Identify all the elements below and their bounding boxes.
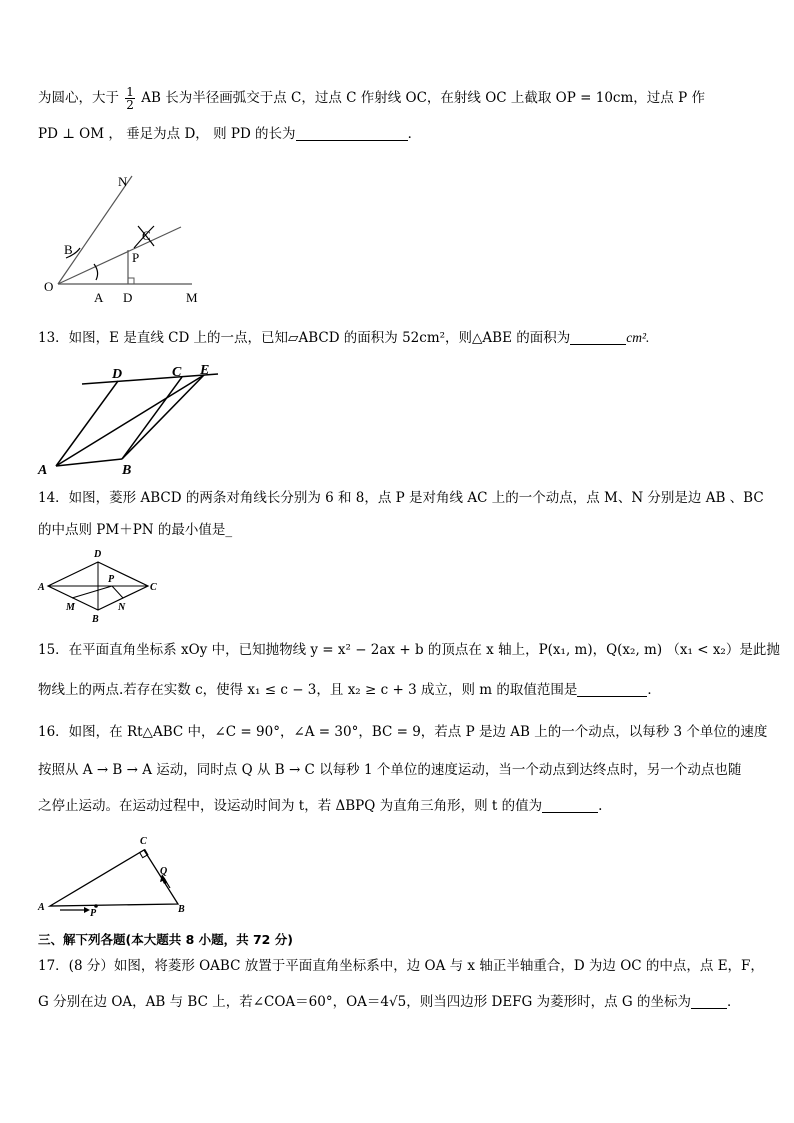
- label-A: A: [94, 290, 104, 305]
- q16-end: .: [598, 798, 603, 814]
- fraction-numerator: 1: [126, 85, 134, 99]
- q16-line2: 按照从 A → B → A 运动，同时点 Q 从 B → C 以每秒 1 个单位的速度运动，当一个动点到达终点时，另一个动点也随: [38, 762, 742, 778]
- answer-blank-15: [577, 682, 647, 697]
- label-C: C: [172, 365, 182, 380]
- answer-blank-13: [570, 330, 626, 345]
- q12-text-b: AB 长为半径画弧交于点 C，过点 C 作射线 OC，在射线 OC 上截取 OP = 10cm，过点 P 作: [141, 90, 705, 106]
- label-M: M: [186, 290, 198, 305]
- q12-text-a: 为圆心，大于: [38, 90, 119, 106]
- q15-text: 物线上的两点.若存在实数 c，使得 x₁ ≤ c − 3，且 x₂ ≥ c + 3 成立，则 m 的取值范围是: [38, 682, 578, 698]
- q13-unit: cm².: [626, 330, 650, 345]
- label-B: B: [178, 904, 185, 915]
- q12-text-c: PD ⊥ OM ， 垂足为点 D， 则 PD 的长为: [38, 126, 296, 142]
- q17-text: G 分别在边 OA，AB 与 BC 上，若∠COA＝60°，OA＝4√5，则当四边形 DEFG 为菱形时，点 G 的坐标为: [38, 994, 691, 1010]
- label-P: P: [132, 250, 140, 265]
- fraction-denominator: 2: [126, 98, 134, 112]
- answer-blank-12: [296, 126, 408, 141]
- label-N: N: [118, 602, 126, 613]
- q13-line: [38, 328, 649, 348]
- q12-line1: [38, 86, 705, 111]
- section-heading: 三、解下列各题(本大题共 8 小题，共 72 分): [38, 932, 293, 947]
- label-C: C: [150, 582, 157, 593]
- q14-line1: 14．如图，菱形 ABCD 的两条对角线长分别为 6 和 8，点 P 是对角线 AC 上的一个动点，点 M、N 分别是边 AB 、BC: [38, 490, 764, 506]
- label-N: N: [118, 174, 128, 189]
- label-M: M: [66, 602, 75, 613]
- q12-end: ．: [407, 126, 422, 142]
- q16-text: 之停止运动。在运动过程中，设运动时间为 t，若 ΔBPQ 为直角三角形，则 t 的值为: [38, 798, 543, 814]
- label-A: A: [38, 902, 45, 913]
- label-B: B: [92, 614, 99, 625]
- label-D: D: [123, 290, 133, 305]
- q12-line2: [38, 124, 421, 144]
- q16-line3: [38, 796, 602, 816]
- label-B: B: [122, 463, 132, 478]
- q13-figure: [36, 360, 236, 480]
- label-P: P: [90, 908, 97, 919]
- label-B: B: [64, 242, 73, 257]
- label-Q: Q: [160, 866, 168, 877]
- q14-figure: [36, 544, 166, 628]
- label-A: A: [38, 582, 45, 593]
- q17-line1: 17．(8 分）如图，将菱形 OABC 放置于平面直角坐标系中，边 OA 与 x 轴正半轴重合，D 为边 OC 的中点，点 E，F，: [38, 958, 764, 974]
- q14-line2: 的中点则 PM＋PN 的最小值是_: [38, 522, 233, 538]
- label-C: C: [140, 836, 147, 847]
- answer-blank-17: [691, 994, 727, 1009]
- label-P: P: [108, 574, 115, 585]
- label-A: A: [38, 463, 48, 478]
- q15-end: ．: [647, 682, 661, 698]
- q12-figure: [36, 168, 206, 308]
- label-D: D: [112, 367, 123, 382]
- q16-line1: 16．如图，在 Rt△ABC 中，∠C = 90°，∠A = 30°，BC = 9，若点 P 是边 AB 上的一个动点，以每秒 3 个单位的速度: [38, 724, 768, 740]
- label-C: C: [142, 228, 151, 243]
- q15-line1: 15．在平面直角坐标系 xOy 中，已知抛物线 y = x² − 2ax + b 的顶点在 x 轴上，P(x₁, m)，Q(x₂, m) （x₁ < x₂）是此抛: [38, 642, 780, 658]
- q17-end: ．: [727, 994, 741, 1010]
- q15-line2: [38, 680, 661, 700]
- label-D: D: [94, 549, 102, 560]
- q13-text: 13．如图，E 是直线 CD 上的一点，已知▱ABCD 的面积为 52cm²，则△ABE 的面积为: [38, 330, 571, 346]
- label-E: E: [200, 363, 210, 378]
- q16-figure: [36, 830, 196, 920]
- answer-blank-16: [542, 798, 598, 813]
- fraction-half: [125, 86, 135, 111]
- q17-line2: [38, 992, 741, 1012]
- label-O: O: [44, 279, 54, 294]
